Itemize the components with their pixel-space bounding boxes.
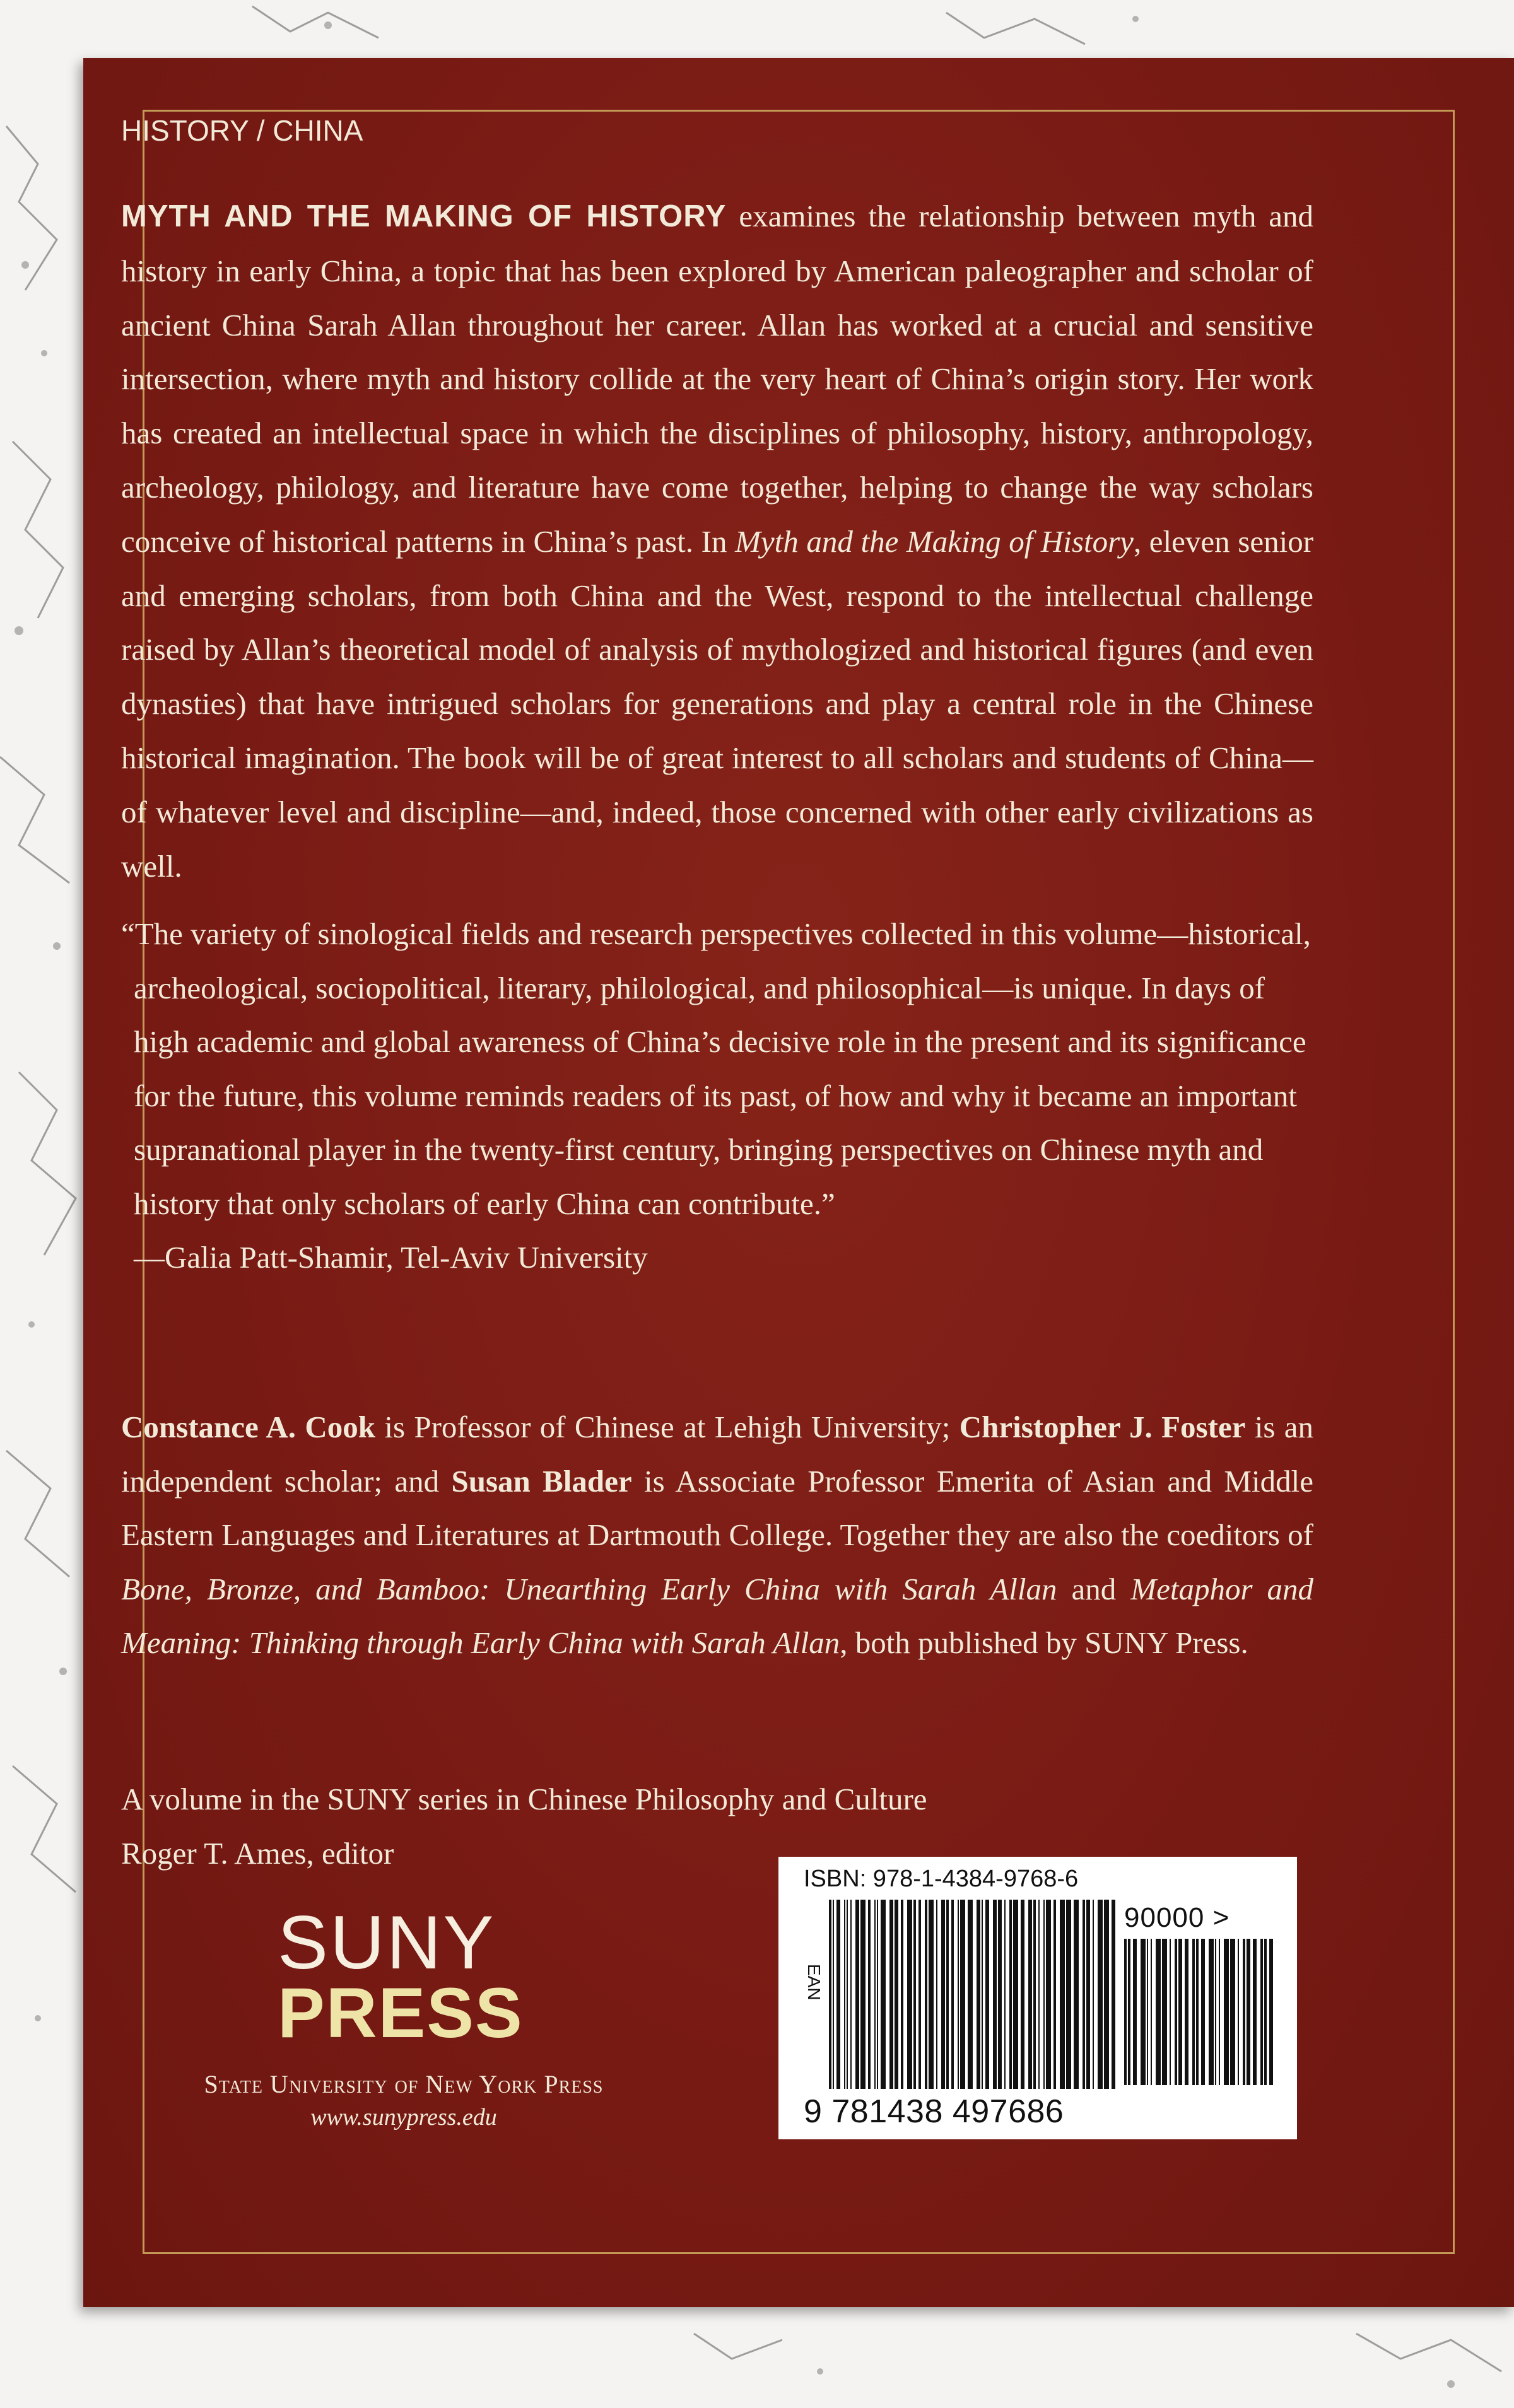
barcode-bar (1151, 1939, 1152, 2085)
series-line: A volume in the SUNY series in Chinese Philosophy and Culture (121, 1782, 927, 1816)
barcode-bar (889, 1900, 893, 2089)
barcode-bar (901, 1900, 903, 2089)
barcode-bar (844, 1900, 845, 2089)
barcode-bar (918, 1900, 921, 2089)
endorsement-attribution: —Galia Patt-Shamir, Tel-Aviv University (134, 1240, 648, 1275)
barcode-bar (1053, 1900, 1056, 2089)
barcode-bar (895, 1900, 898, 2089)
editors-text-5: , both published by SUNY Press. (840, 1625, 1248, 1660)
barcode-bar (960, 1900, 965, 2089)
price-code-digits: 90000 (1124, 1902, 1205, 1933)
barcode-bar (1086, 1900, 1090, 2089)
barcode-bar (982, 1900, 983, 2089)
publisher-logo (183, 1900, 612, 2182)
barcode-bar (874, 1900, 876, 2089)
barcode-bar (1093, 1900, 1094, 2089)
series-editor: Roger T. Ames, editor (121, 1835, 394, 1871)
barcode-bar (836, 1900, 840, 2089)
barcode-bar (958, 1900, 959, 2089)
barcode-bar (936, 1900, 937, 2089)
barcode-bar (1196, 1939, 1199, 2085)
barcode-bar (1269, 1939, 1273, 2085)
description-text-1: examines the relationship between myth and history in early China, a topic that has been explored by American paleographer and scholar of ancient China Sarah Allan throughout her career. Allan has worked at a crucial and sensitive intersection, where myth and history collide at the very heart of China’s origin story. Her work has created an intellectual space in which the disciplines of philosophy, history, anthropology, archeology, philology, and literature have come together, helping to change the way scholars conceive of historical patterns in China’s past. In (121, 199, 1313, 559)
barcode-bar (1074, 1900, 1079, 2089)
barcode-bar (977, 1900, 980, 2089)
barcode-bar (1043, 1900, 1045, 2089)
barcode-bar (1264, 1939, 1267, 2085)
ean-digits: 9 781438 497686 (804, 2094, 1067, 2129)
barcode-bar (985, 1900, 989, 2089)
description-title-italic: Myth and the Making of History (735, 523, 1134, 559)
barcode-bar (1230, 1939, 1235, 2085)
barcode-bar (877, 1900, 878, 2089)
ean-label: EAN (804, 1964, 824, 2001)
barcode-bar (1219, 1939, 1220, 2085)
barcode-bar (941, 1900, 945, 2089)
barcode-bar (855, 1900, 859, 2089)
publisher-url: www.sunypress.edu (310, 2104, 497, 2130)
related-book-1: Bone, Bronze, and Bamboo: Unearthing Early China with Sarah Allan (121, 1571, 1057, 1606)
barcode-bar (993, 1900, 997, 2089)
barcode-bar (907, 1900, 912, 2089)
barcode-bar (1147, 1939, 1148, 2085)
barcode-bar (1175, 1939, 1177, 2085)
barcode-bar (1033, 1900, 1036, 2089)
barcode-bar (1028, 1900, 1032, 2089)
editor-name-3: Susan Blader (451, 1463, 632, 1499)
barcode-bar (1209, 1939, 1214, 2085)
barcode-bar (1141, 1939, 1146, 2085)
barcode-bar (1060, 1900, 1065, 2089)
logo-suny: SUNY (278, 1900, 496, 1985)
barcode-bar (1038, 1900, 1040, 2089)
barcode-bar (1066, 1900, 1071, 2089)
editors-text-2: is an independent scholar; and (121, 1410, 1313, 1499)
barcode-box (778, 1857, 1297, 2139)
endorsement-quote: “The variety of sinological fields and research perspectives collected in this volume—historical, archeological, sociopolitical, literary, philological, and philosophical—is unique. In days of high academic and global awareness of China’s decisive role in the present and its significance for the future, this volume reminds readers of its past, of how and why it became an important supranational player in the twenty-first century, bringing perspectives on Chinese myth and history that only scholars of early China can contribute.” (121, 916, 1311, 1221)
barcode-bar (1185, 1939, 1188, 2085)
barcode-bar (1128, 1939, 1130, 2085)
barcode-bar (860, 1900, 866, 2089)
description-text-2: , eleven senior and emerging scholars, from both China and the West, respond to the intellectual challenge raised by Allan’s theoretical model of analysis of mythologized and historical figures (and even dynasties) that have intrigued scholars for generations and play a central role in the Chinese historical imagination. The book will be of great interest to all scholars and students of China—of whatever level and discipline—and, indeed, those concerned with other early civilizations as well. (121, 523, 1314, 884)
endorsement (121, 907, 1313, 1285)
editor-name-1: Constance A. Cook (121, 1410, 375, 1444)
editors-text-1: is Professor of Chinese at Lehigh University; (375, 1410, 959, 1444)
barcode-bar (881, 1900, 886, 2089)
isbn-label: ISBN: 978-1-4384-9768-6 (804, 1866, 1079, 1892)
barcode-bar (925, 1900, 927, 2089)
book-title: MYTH AND THE MAKING OF HISTORY (121, 199, 727, 233)
barcode-bar (1112, 1900, 1115, 2089)
barcode-bar (951, 1900, 954, 2089)
barcode-bar (968, 1900, 973, 2089)
editor-name-2: Christopher J. Foster (959, 1410, 1246, 1444)
barcode-bar (1013, 1900, 1018, 2089)
barcode-bar (850, 1900, 852, 2089)
barcode-bar (1178, 1939, 1182, 2085)
addon-barcode (1124, 1939, 1276, 2085)
barcode-bar (833, 1900, 834, 2089)
editors-bio (121, 1400, 1313, 1670)
price-code (1124, 1902, 1229, 1934)
barcode-bar (998, 1900, 1002, 2089)
barcode-bar (1083, 1900, 1085, 2089)
barcode-bar (946, 1900, 949, 2089)
barcode-bar (868, 1900, 871, 2089)
barcode-bar (913, 1900, 916, 2089)
barcode-bar (1201, 1939, 1205, 2085)
barcode-bar (929, 1900, 934, 2089)
barcode-bar (1004, 1900, 1006, 2089)
price-code-arrow: > (1212, 1902, 1230, 1933)
barcode-bar (1192, 1939, 1195, 2085)
barcode-bar (1224, 1939, 1229, 2085)
barcode-bar (1162, 1939, 1167, 2085)
barcode-bar (1260, 1939, 1263, 2085)
related-book-2: Metaphor and Meaning: Thinking through Early China with Sarah Allan (121, 1571, 1314, 1660)
barcode-bar (1253, 1939, 1257, 2085)
barcode-bar (1238, 1939, 1239, 2085)
barcode-bar (1009, 1900, 1012, 2089)
barcode-bar (1046, 1900, 1051, 2089)
barcode-bar (847, 1900, 848, 2089)
barcode-bar (1098, 1900, 1103, 2089)
publisher-name: State University of New York Press (204, 2070, 604, 2098)
editors-text-3: is Associate Professor Emerita of Asian and Middle Eastern Languages and Literatures at Dartmouth College. Together they are also the coeditors of (121, 1463, 1313, 1552)
barcode-bar (1104, 1900, 1109, 2089)
barcode-bar (829, 1900, 831, 2089)
barcode-bar (1170, 1939, 1171, 2085)
barcode-bar (1133, 1939, 1137, 2085)
editors-text-4: and (1057, 1571, 1131, 1606)
ean-barcode (829, 1900, 1119, 2089)
barcode-bar (1156, 1939, 1161, 2085)
barcode-bar (1124, 1939, 1127, 2085)
barcode-bar (1243, 1939, 1245, 2085)
barcode-bar (1247, 1939, 1250, 2085)
book-description (121, 189, 1313, 893)
barcode-bar (1021, 1900, 1024, 2089)
barcode-bar (1215, 1939, 1216, 2085)
category-label: HISTORY / CHINA (121, 114, 363, 147)
logo-press: PRESS (278, 1973, 524, 2052)
